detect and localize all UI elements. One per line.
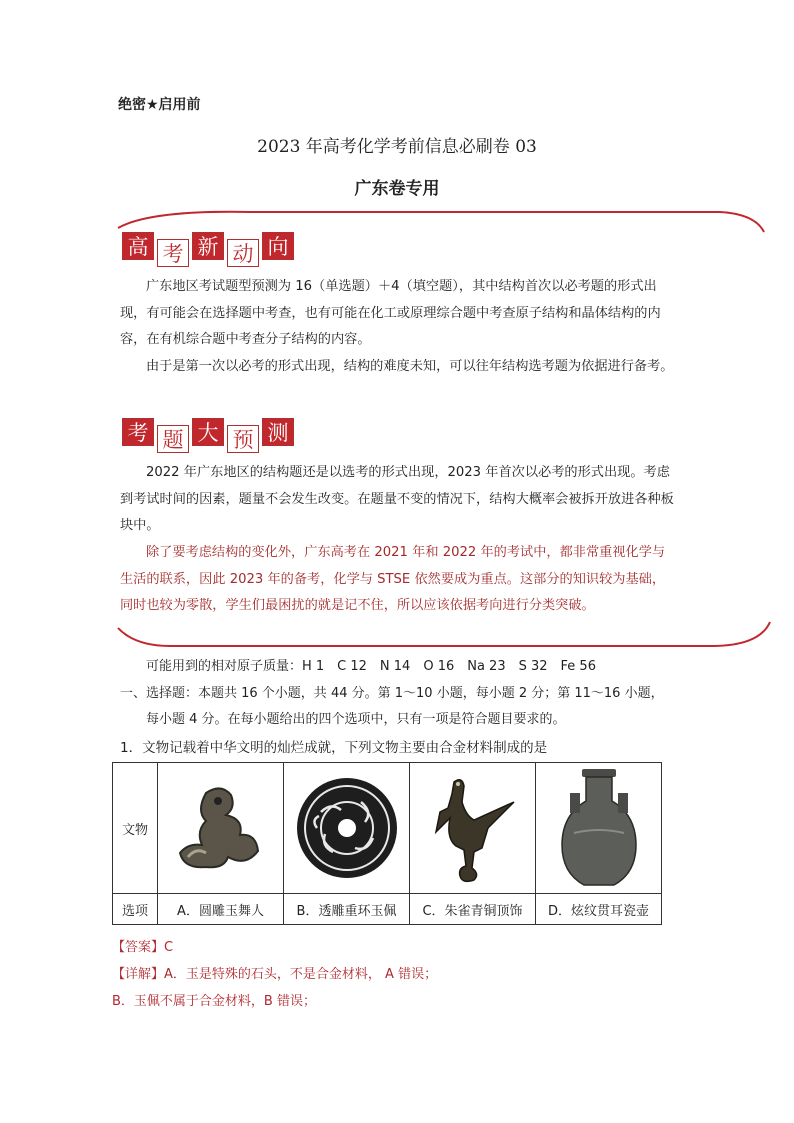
option-c: C．朱雀青铜顶饰	[410, 894, 536, 925]
badge-char: 向	[262, 232, 294, 260]
confidential-mark: 绝密★启用前	[118, 97, 201, 113]
row-label-option: 选项	[113, 894, 158, 925]
page-subtitle: 广东卷专用	[354, 179, 440, 199]
porcelain-vase-image	[536, 763, 661, 893]
section-badge-forecast	[122, 418, 294, 453]
badge-char: 考	[157, 239, 189, 267]
badge-char: 高	[122, 232, 154, 260]
question-stem: 1．文物记载着中华文明的灿烂成就，下列文物主要由合金材料制成的是	[120, 740, 548, 756]
paragraph: 2022 年广东地区的结构题还是以选考的形式出现，2023 年首次以必考的形式出现。考虑到考试时间的因素，题量不会发生改变。在题量不变的情况下，结构大概率会被拆开放进各种板块中。	[120, 465, 674, 533]
badge-char: 测	[262, 418, 294, 446]
badge-char: 预	[227, 425, 259, 453]
answer-label: 【答案】	[112, 940, 165, 955]
atomic-mass-line: 可能用到的相对原子质量：H 1 C 12 N 14 O 16 Na 23 S 32 Fe 56	[146, 659, 596, 674]
option-b: B．透雕重环玉佩	[284, 894, 410, 925]
answer-value: C	[164, 940, 174, 955]
badge-char: 题	[157, 425, 189, 453]
detail-a: A．玉是特殊的石头，不是合金材料， A 错误；	[164, 967, 438, 982]
jade-dancer-image	[158, 763, 283, 893]
paragraph-highlight: 除了要考虑结构的变化外，广东高考在 2021 年和 2022 年的考试中，都非常重视化学与生活的联系，因此 2023 年的备考，化学与 STSE 依然要成为重点。这部分的知识较为基础，同时也较为零散，学生们最困扰的就是记不住，所以应该依据考向进行分类突破。	[120, 545, 666, 613]
bronze-bird-image	[410, 763, 535, 893]
page-title: 2023 年高考化学考前信息必刷卷 03	[257, 137, 537, 157]
paragraph: 由于是第一次以必考的形式出现，结构的难度未知，可以往年结构选考题为依据进行备考。	[146, 359, 674, 374]
relic-table	[112, 762, 662, 925]
answer-line	[112, 936, 173, 955]
option-d: D．炫纹贯耳瓷壶	[536, 894, 662, 925]
badge-char: 考	[122, 418, 154, 446]
row-label-relic: 文物	[113, 763, 158, 894]
jade-pendant-image	[284, 763, 409, 893]
detail-b: B．玉佩不属于合金材料，B 错误；	[112, 994, 316, 1009]
badge-char: 大	[192, 418, 224, 446]
section-heading-cont: 每小题 4 分。在每小题给出的四个选项中，只有一项是符合题目要求的。	[146, 712, 566, 727]
section-badge-trend	[122, 232, 294, 267]
badge-char: 新	[192, 232, 224, 260]
paragraph: 广东地区考试题型预测为 16（单选题）＋4（填空题），其中结构首次以必考题的形式出现，有可能会在选择题中考查，也有可能在化工或原理综合题中考查原子结构和晶体结构的内容，在有机综合题中考查分子结构的内容。	[120, 279, 661, 347]
detail-label: 【详解】	[112, 967, 165, 982]
section-heading: 一、选择题：本题共 16 个小题，共 44 分。第 1～10 小题，每小题 2 分；第 11～16 小题，	[120, 686, 664, 701]
badge-char: 动	[227, 239, 259, 267]
detail-line-a	[112, 963, 437, 982]
option-a: A．圆雕玉舞人	[158, 894, 284, 925]
